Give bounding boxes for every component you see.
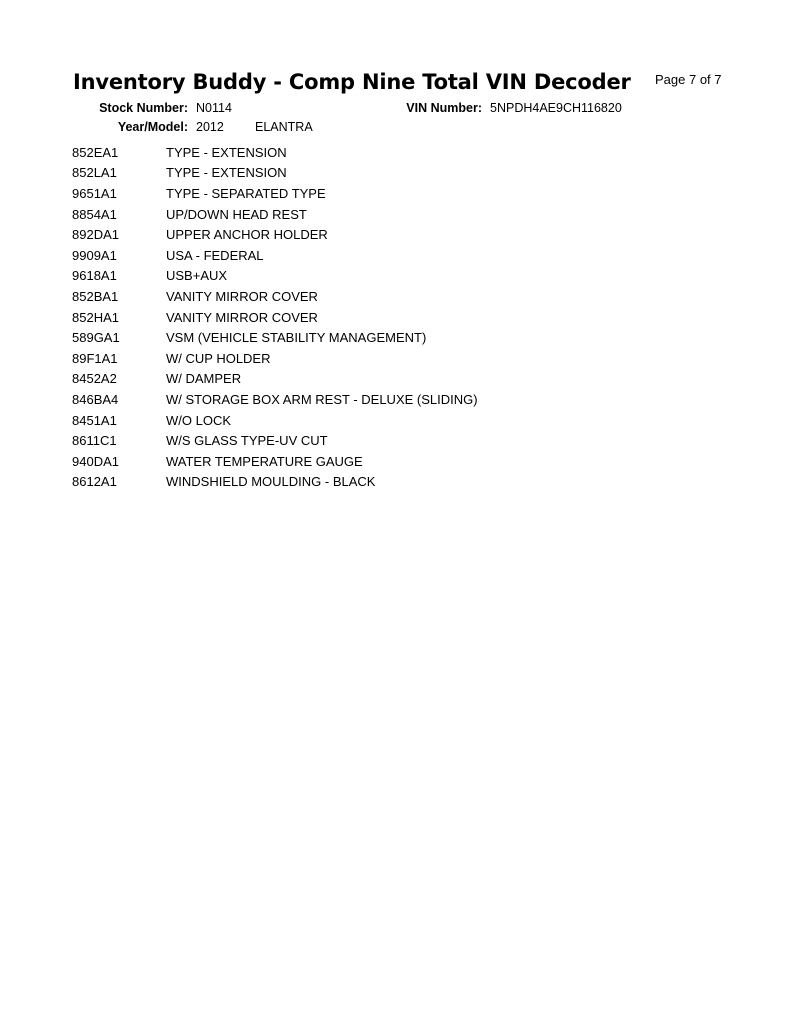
option-row xyxy=(72,307,478,328)
option-description: UP/DOWN HEAD REST xyxy=(166,206,307,222)
option-description: WINDSHIELD MOULDING - BLACK xyxy=(166,474,376,490)
option-description: UPPER ANCHOR HOLDER xyxy=(166,227,328,243)
page-number: Page 7 of 7 xyxy=(655,72,722,87)
option-description: W/ CUP HOLDER xyxy=(166,350,271,366)
option-description: WATER TEMPERATURE GAUGE xyxy=(166,453,363,469)
option-list xyxy=(72,142,478,492)
option-code: 8612A1 xyxy=(72,474,117,490)
option-description: VSM (VEHICLE STABILITY MANAGEMENT) xyxy=(166,330,427,346)
option-row xyxy=(72,430,478,451)
option-row xyxy=(72,266,478,287)
option-description: TYPE - SEPARATED TYPE xyxy=(166,185,326,201)
option-code: 589GA1 xyxy=(72,330,120,346)
option-row xyxy=(72,451,478,472)
option-code: 9651A1 xyxy=(72,185,117,201)
option-description: USA - FEDERAL xyxy=(166,247,264,263)
option-code: 89F1A1 xyxy=(72,350,118,366)
option-description: VANITY MIRROR COVER xyxy=(166,309,318,325)
vin-number-label: VIN Number: xyxy=(406,101,482,115)
option-row xyxy=(72,472,478,493)
year-model-label: Year/Model: xyxy=(117,120,188,134)
option-code: 8451A1 xyxy=(72,412,117,428)
stock-number-label: Stock Number: xyxy=(99,101,188,115)
option-row xyxy=(72,327,478,348)
option-description: W/S GLASS TYPE-UV CUT xyxy=(166,433,328,449)
option-code: 8452A2 xyxy=(72,371,117,387)
option-row xyxy=(72,204,478,225)
option-row xyxy=(72,183,478,204)
option-row xyxy=(72,245,478,266)
option-row xyxy=(72,142,478,163)
option-description: TYPE - EXTENSION xyxy=(166,165,287,181)
option-code: 8611C1 xyxy=(72,433,117,449)
option-row xyxy=(72,163,478,184)
option-code: 940DA1 xyxy=(72,453,119,469)
option-description: W/ DAMPER xyxy=(166,371,242,387)
year-value: 2012 xyxy=(196,120,224,134)
option-code: 8854A1 xyxy=(72,206,117,222)
option-description: TYPE - EXTENSION xyxy=(166,144,287,160)
option-code: 9909A1 xyxy=(72,247,117,263)
option-row xyxy=(72,348,478,369)
option-code: 852EA1 xyxy=(72,144,119,160)
option-description: W/ STORAGE BOX ARM REST - DELUXE (SLIDING) xyxy=(166,391,478,407)
option-code: 852LA1 xyxy=(72,165,117,181)
option-row xyxy=(72,369,478,390)
option-row xyxy=(72,224,478,245)
option-row xyxy=(72,286,478,307)
option-code: 852BA1 xyxy=(72,288,119,304)
option-description: USB+AUX xyxy=(166,268,228,284)
vin-number-value: 5NPDH4AE9CH116820 xyxy=(490,101,622,115)
option-code: 852HA1 xyxy=(72,309,119,325)
stock-number-value: N0114 xyxy=(196,101,232,115)
option-description: VANITY MIRROR COVER xyxy=(166,288,318,304)
option-row xyxy=(72,410,478,431)
option-row xyxy=(72,389,478,410)
option-code: 892DA1 xyxy=(72,227,119,243)
model-value: ELANTRA xyxy=(255,120,313,134)
report-title: Inventory Buddy - Comp Nine Total VIN Decoder xyxy=(73,70,631,94)
option-code: 9618A1 xyxy=(72,268,117,284)
option-code: 846BA4 xyxy=(72,391,119,407)
option-description: W/O LOCK xyxy=(166,412,232,428)
